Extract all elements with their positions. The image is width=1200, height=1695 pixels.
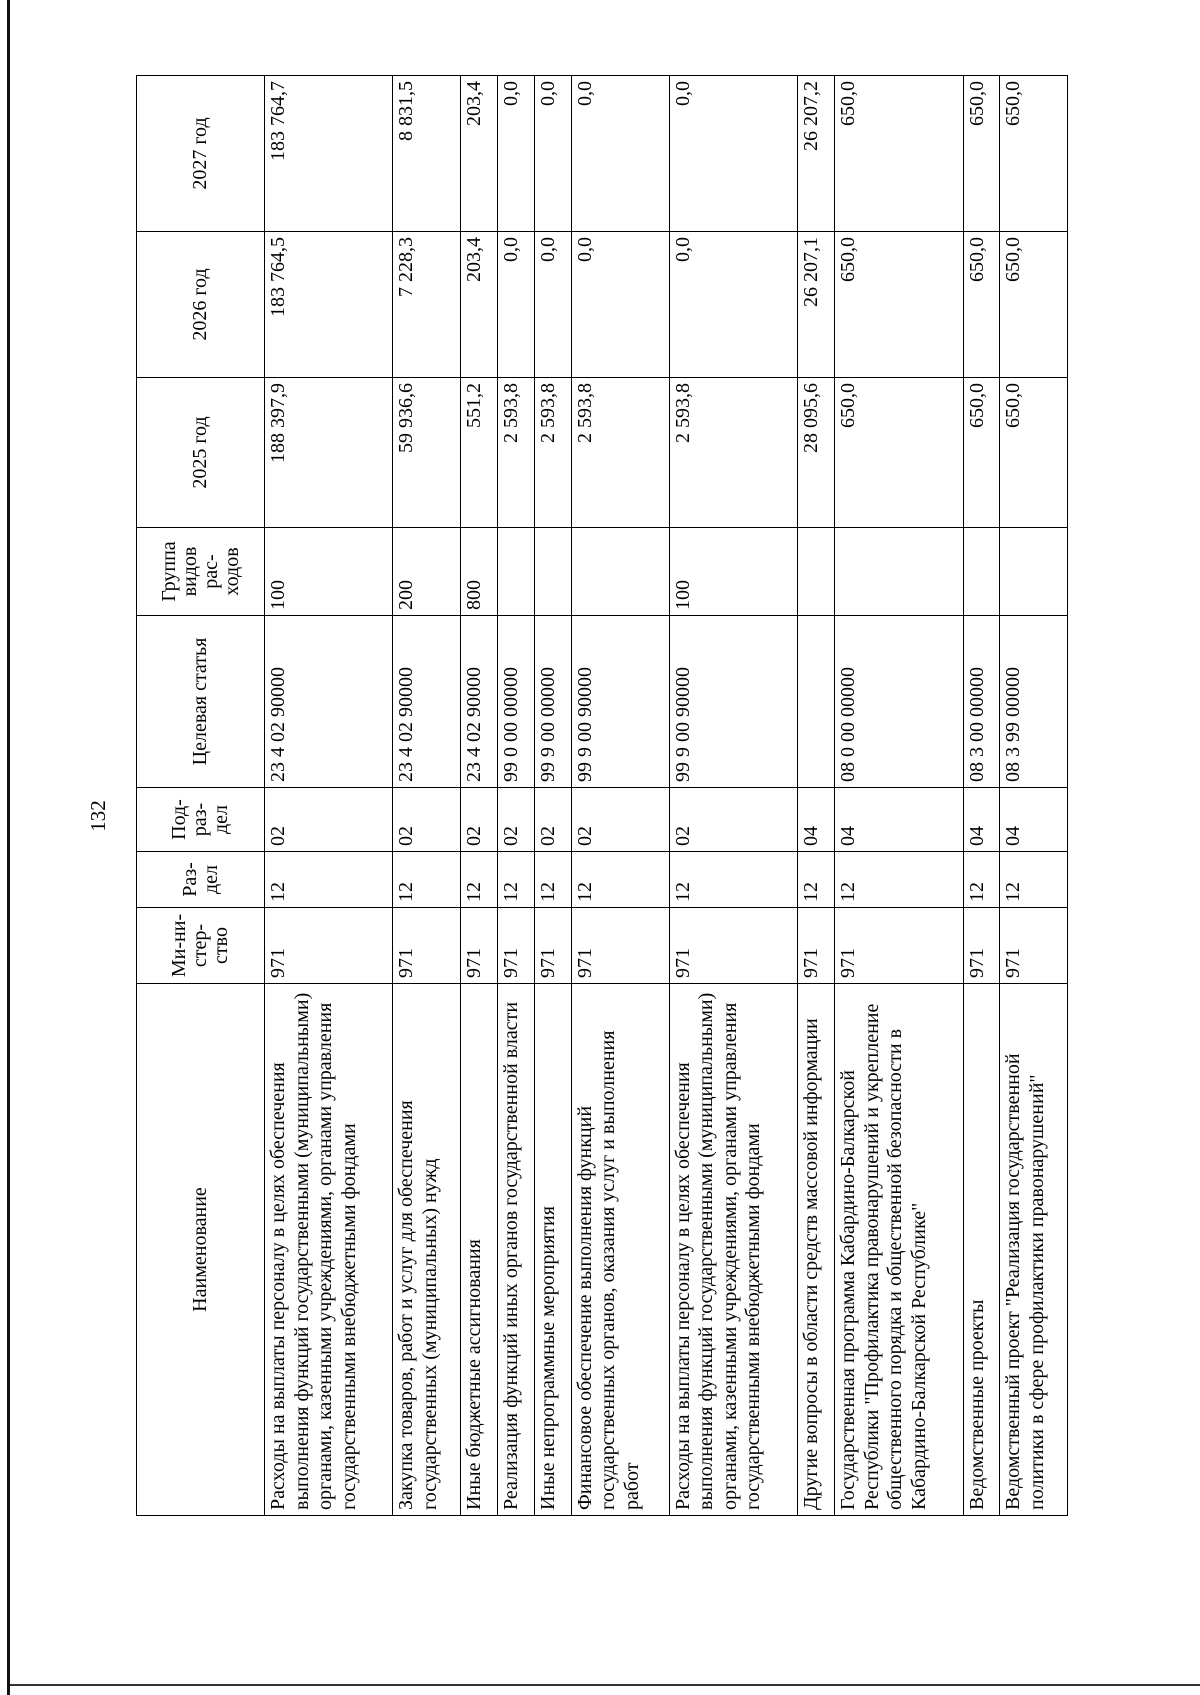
cell-y2026: 650,0 [963,232,1000,378]
cell-y2026: 203,4 [460,232,497,378]
cell-subsection: 04 [963,788,1000,852]
budget-table-rotated [136,76,1068,1516]
cell-group: 100 [669,528,797,616]
cell-target [798,616,835,788]
cell-y2025: 2 593,8 [669,378,797,528]
table-row [460,76,497,1516]
cell-section: 12 [393,852,460,908]
header-y2027: 2027 год [137,76,265,232]
cell-group: 800 [460,528,497,616]
cell-target: 99 9 00 90000 [571,616,669,788]
cell-y2026: 650,0 [1000,232,1068,378]
cell-y2027: 650,0 [835,76,963,232]
table-header-row [137,76,265,1516]
cell-y2026: 0,0 [571,232,669,378]
cell-subsection: 02 [460,788,497,852]
cell-ministry: 971 [571,908,669,984]
cell-y2026: 0,0 [669,232,797,378]
cell-section: 12 [571,852,669,908]
cell-ministry: 971 [497,908,534,984]
cell-y2027: 0,0 [571,76,669,232]
table-row [798,76,835,1516]
cell-group [798,528,835,616]
cell-target: 99 9 00 00000 [534,616,571,788]
cell-name: Ведомственный проект "Реализация государственной политики в сфере профилактики правонарушений" [1000,984,1068,1516]
table-row [963,76,1000,1516]
table-row [1000,76,1068,1516]
cell-ministry: 971 [798,908,835,984]
cell-y2027: 203,4 [460,76,497,232]
cell-y2025: 650,0 [1000,378,1068,528]
table-body [265,76,1068,1516]
table-row [497,76,534,1516]
cell-ministry: 971 [669,908,797,984]
cell-subsection: 02 [393,788,460,852]
cell-subsection: 04 [798,788,835,852]
cell-target: 23 4 02 90000 [393,616,460,788]
header-group: Группа видов рас-ходов [137,528,265,616]
cell-target: 23 4 02 90000 [460,616,497,788]
table-row [669,76,797,1516]
cell-y2025: 2 593,8 [571,378,669,528]
cell-group [534,528,571,616]
cell-y2027: 650,0 [1000,76,1068,232]
cell-target: 99 0 00 00000 [497,616,534,788]
cell-y2025: 2 593,8 [497,378,534,528]
cell-ministry: 971 [393,908,460,984]
table-row [265,76,393,1516]
scan-bottom-border [10,1684,1200,1686]
cell-name: Финансовое обеспечение выполнения функций государственных органов, оказания услуг и выполнения работ [571,984,669,1516]
cell-section: 12 [460,852,497,908]
cell-target: 08 0 00 00000 [835,616,963,788]
cell-target: 99 9 00 90000 [669,616,797,788]
cell-ministry: 971 [460,908,497,984]
cell-y2025: 59 936,6 [393,378,460,528]
cell-group [497,528,534,616]
page-number: 132 [85,800,110,832]
cell-name: Расходы на выплаты персоналу в целях обеспечения выполнения функций государственными (муниципальными) органами, казенными учреждениями, органами управления государственными внебюджетными фондами [669,984,797,1516]
cell-name: Государственная программа Кабардино-Балкарской Республики "Профилактика правонарушений и укрепление общественного порядка и общественной безопасности в Кабардино-Балкарской Республике" [835,984,963,1516]
cell-name: Расходы на выплаты персоналу в целях обеспечения выполнения функций государственными (муниципальными) органами, казенными учреждениями, органами управления государственными внебюджетными фондами [265,984,393,1516]
cell-target: 08 3 99 00000 [1000,616,1068,788]
cell-y2025: 650,0 [835,378,963,528]
cell-group [963,528,1000,616]
table-row [571,76,669,1516]
header-subsection: Под-раз-дел [137,788,265,852]
cell-name: Реализация функций иных органов государственной власти [497,984,534,1516]
cell-section: 12 [265,852,393,908]
header-name: Наименование [137,984,265,1516]
table-row [835,76,963,1516]
cell-y2027: 8 831,5 [393,76,460,232]
cell-ministry: 971 [534,908,571,984]
cell-ministry: 971 [835,908,963,984]
table-row [534,76,571,1516]
cell-y2026: 7 228,3 [393,232,460,378]
cell-subsection: 02 [534,788,571,852]
cell-section: 12 [835,852,963,908]
cell-y2026: 183 764,5 [265,232,393,378]
header-ministry: Ми-ни-стер-ство [137,908,265,984]
cell-group: 100 [265,528,393,616]
cell-y2026: 0,0 [497,232,534,378]
cell-group: 200 [393,528,460,616]
cell-subsection: 04 [835,788,963,852]
cell-y2027: 0,0 [669,76,797,232]
cell-name: Иные непрограммные мероприятия [534,984,571,1516]
cell-ministry: 971 [1000,908,1068,984]
cell-subsection: 04 [1000,788,1068,852]
header-section: Раз-дел [137,852,265,908]
budget-table [136,75,1068,1516]
cell-ministry: 971 [265,908,393,984]
cell-section: 12 [534,852,571,908]
cell-y2025: 551,2 [460,378,497,528]
header-target: Целевая статья [137,616,265,788]
cell-y2027: 650,0 [963,76,1000,232]
cell-y2025: 650,0 [963,378,1000,528]
cell-y2027: 26 207,2 [798,76,835,232]
cell-section: 12 [798,852,835,908]
cell-name: Иные бюджетные ассигнования [460,984,497,1516]
cell-y2026: 26 207,1 [798,232,835,378]
cell-subsection: 02 [497,788,534,852]
cell-section: 12 [1000,852,1068,908]
cell-y2027: 183 764,7 [265,76,393,232]
cell-ministry: 971 [963,908,1000,984]
cell-subsection: 02 [571,788,669,852]
cell-y2026: 0,0 [534,232,571,378]
scan-left-border [7,0,10,1695]
cell-section: 12 [497,852,534,908]
cell-subsection: 02 [265,788,393,852]
cell-subsection: 02 [669,788,797,852]
cell-name: Закупка товаров, работ и услуг для обеспечения государственных (муниципальных) нужд [393,984,460,1516]
cell-group [571,528,669,616]
cell-y2025: 188 397,9 [265,378,393,528]
cell-group [835,528,963,616]
cell-target: 08 3 00 00000 [963,616,1000,788]
table-row [393,76,460,1516]
cell-section: 12 [963,852,1000,908]
cell-y2027: 0,0 [534,76,571,232]
cell-target: 23 4 02 90000 [265,616,393,788]
cell-section: 12 [669,852,797,908]
cell-name: Ведомственные проекты [963,984,1000,1516]
header-y2026: 2026 год [137,232,265,378]
cell-y2025: 28 095,6 [798,378,835,528]
cell-group [1000,528,1068,616]
cell-name: Другие вопросы в области средств массовой информации [798,984,835,1516]
cell-y2027: 0,0 [497,76,534,232]
cell-y2025: 2 593,8 [534,378,571,528]
cell-y2026: 650,0 [835,232,963,378]
header-y2025: 2025 год [137,378,265,528]
